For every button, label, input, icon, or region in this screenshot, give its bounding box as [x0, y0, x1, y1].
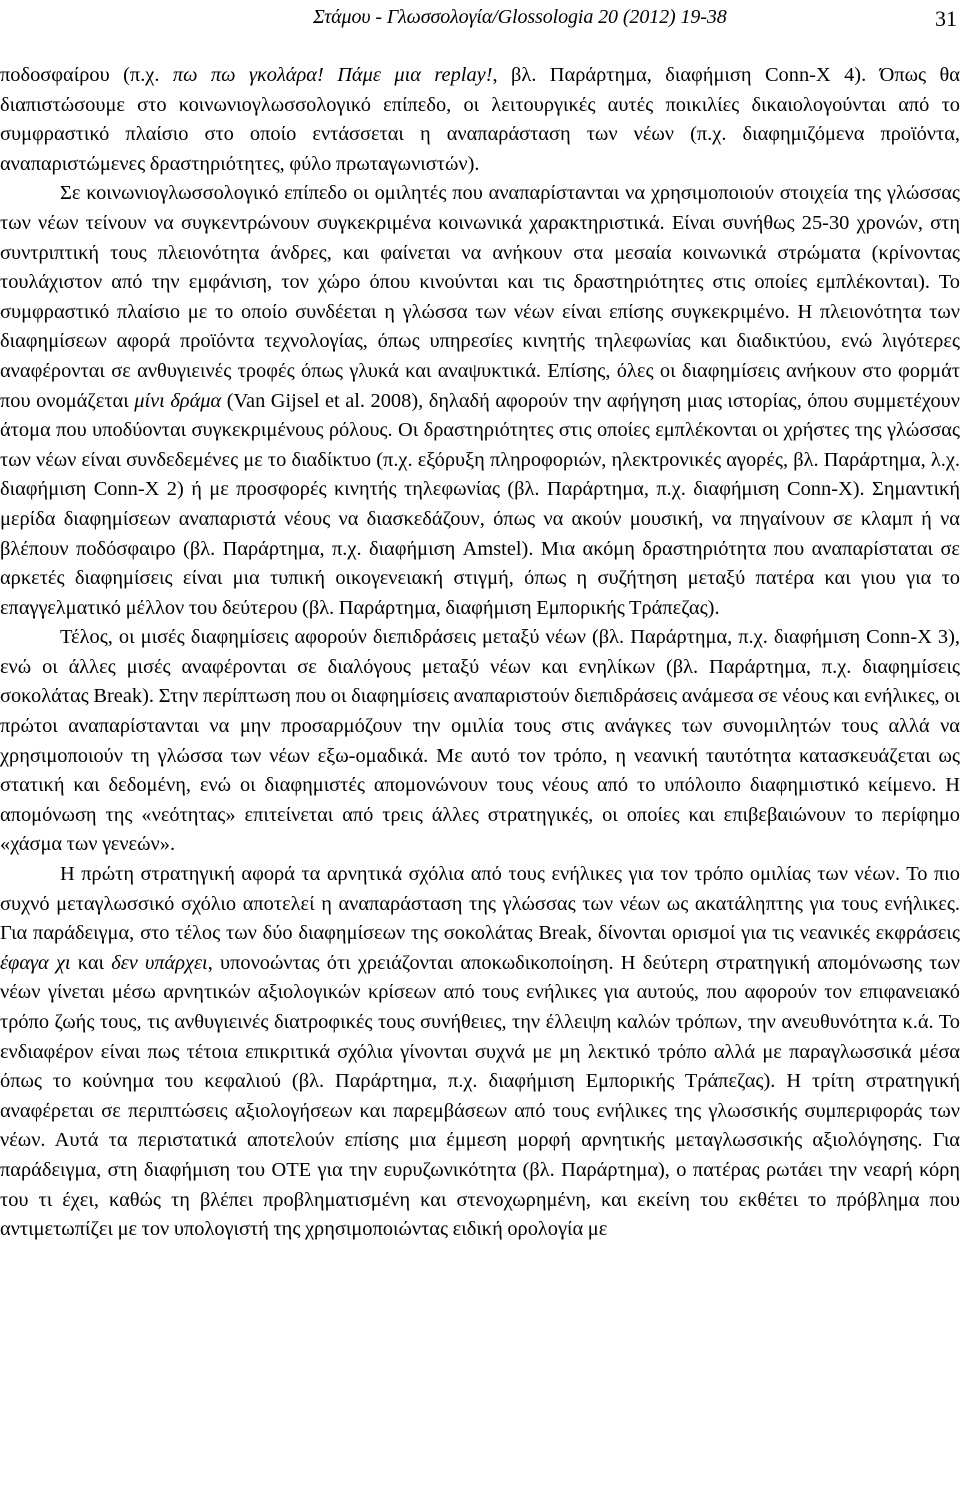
paragraph [0, 623, 960, 860]
text-run: ποδοσφαίρου (π.χ. [0, 64, 173, 86]
italic-text-run: μίνι δράμα [134, 389, 222, 412]
text-run: (Van Gijsel et al. 2008), δηλαδή αφορούν την αφήγηση μιας ιστορίας, όπου συμμετέχουν άτομα που υποδύονται συγκεκριμένους ρόλους. Οι δραστηριότητες στις οποίες εμπλέκονται οι χρήστες της γλώσσας των νέων είναι συνδεδεμένες με το διαδίκτυο (π.χ. εξόρυξη πληροφοριών, ηλεκτρονικές αγορές, βλ. Παράρτημα, λ.χ. διαφήμιση Conn-X 2) ή με προσφορές κινητής τηλεφωνίας (βλ. Παράρτημα, π.χ. διαφήμιση Conn-X). Σημαντική μερίδα διαφημίσεων αναπαριστά νέους να διασκεδάζουν, όπως να ακούν μουσική, να πηγαίνουν σε κλαμπ ή να βλέπουν ποδόσφαιρο (βλ. Παράρτημα, π.χ. διαφήμιση Amstel). Μια ακόμη δραστηριότητα που αναπαρίσταται σε αρκετές διαφημίσεις είναι μια τυπική οικογενειακή στιγμή, όπως η συζήτηση μεταξύ πατέρα και γιου για το επαγγελματικό μέλλον του δεύτερου (βλ. Παράρτημα, διαφήμιση Εμπορικής Τράπεζας). [0, 389, 960, 619]
paragraph [0, 860, 960, 1245]
italic-text-run: δεν υπάρχει [111, 951, 208, 974]
text-run: Σε κοινωνιογλωσσολογικό επίπεδο οι ομιλητές που αναπαρίστανται να χρησιμοποιούν στοιχεία της γλώσσας των νέων τείνουν να συγκεντρώνουν συγκεκριμένα κοινωνικά χαρακτηριστικά. Είναι συνήθως 25-30 χρονών, στη συντριπτική τους πλειονότητα άνδρες, και φαίνεται να ανήκουν στα μεσαία κοινωνικά στρώματα (κρίνοντας τουλάχιστον από την εμφάνιση, τον χώρο όπου κινούνται και τις δραστηριότητες στις οποίες εμπλέκονται). Το συμφραστικό πλαίσιο με το οποίο συνδέεται η γλώσσα των νέων είναι επίσης συγκεκριμένο. Η πλειονότητα των διαφημίσεων αφορά προϊόντα τεχνολογίας, όπως υπηρεσίες κινητής τηλεφωνίας και διαδικτύου, ενώ λιγότερες αναφέρονται σε ανθυγιεινές τροφές όπως γλυκά και αναψυκτικά. Επίσης, όλες οι διαφημίσεις ανήκουν στο φορμάτ που ονομάζεται [0, 182, 960, 412]
italic-text-run: πω πω γκολάρα! Πάμε μια replay! [172, 64, 493, 86]
page-number: 31 [935, 6, 957, 31]
body-text [0, 61, 960, 1245]
paragraph [0, 179, 960, 623]
running-header [0, 2, 960, 38]
text-run: και [70, 951, 112, 974]
text-run: Τέλος, οι μισές διαφημίσεις αφορούν διεπιδράσεις μεταξύ νέων (βλ. Παράρτημα, π.χ. διαφήμιση Conn-X 3), ενώ οι άλλες μισές αναφέρονται σε διαλόγους μεταξύ νέων και ενηλίκων (βλ. Παράρτημα, π.χ. διαφημίσεις σοκολάτας Break). Στην περίπτωση που οι διαφημίσεις αναπαριστούν διεπιδράσεις ανάμεσα σε νέους και ενήλικες, οι πρώτοι αναπαρίστανται να μην προσαρμόζουν την ομιλία τους στις ανάγκες των συνομιλητών τους αλλά να χρησιμοποιούν τη γλώσσα των νέων εξω-ομαδικά. Με αυτό τον τρόπο, η νεανική ταυτότητα κατασκευάζεται ως στατική και δεδομένη, ενώ οι διαφημιστές απομονώνουν τους νέους από το υπόλοιπο διαφημιστικό κείμενο. Η απομόνωση της «νεότητας» επιτείνεται από τρεις άλλες στρατηγικές, οι οποίες και επιβεβαιώνουν το περίφημο «χάσμα των γενεών». [0, 626, 960, 856]
text-run: , υπονοώντας ότι χρειάζονται αποκωδικοποίηση. Η δεύτερη στρατηγική απομόνωσης των νέων γίνεται μέσω αρνητικών αξιολογικών κρίσεων από τους ενήλικες για αυτούς, που αφορούν τον επιφανειακό τρόπο ζωής τους, τις ανθυγιεινές διατροφικές τους συνήθειες, την έλλειψη καλών τρόπων, την ανευθυνότητα κ.ά. Το ενδιαφέρον είναι πως τέτοια επικριτικά σχόλια γίνονται συχνά με μη λεκτικό τρόπο αλλά με παραγλωσσικά μέσα όπως το κούνημα του κεφαλιού (βλ. Παράρτημα, π.χ. διαφήμιση Εμπορικής Τράπεζας). Η τρίτη στρατηγική αναφέρεται σε περιπτώσεις αξιολογήσεων και παρεμβάσεων από τους ενήλικες της γλωσσικής συμπεριφοράς των νέων. Αυτά τα περιστατικά αποτελούν επίσης μια έμμεση μορφή αρνητικής μεταγλωσσικής αξιολόγησης. Για παράδειγμα, στη διαφήμιση του ΟΤΕ για την ευρυζωνικότητα (βλ. Παράρτημα), ο πατέρας ρωτάει την νεαρή κόρη του τι έχει, καθώς τη βλέπει προβληματισμένη και στενοχωρημένη, και εκείνη του εκθέτει το πρόβλημα που αντιμετωπίζει με τον υπολογιστή της χρησιμοποιώντας ειδική ορολογία με [0, 951, 960, 1241]
italic-text-run: έφαγα χι [0, 951, 71, 974]
paragraph [0, 61, 960, 179]
running-title: Στάμου - Γλωσσολογία/Glossologia 20 (2012) 19-38 [313, 6, 727, 28]
text-run: , βλ. Παράρτημα, διαφήμιση Conn-X 4). Όπως θα διαπιστώσουμε στο κοινωνιογλωσσολογικό επίπεδο, οι λειτουργικές αυτές ποικιλίες δικαιολογούνται από το συμφραστικό πλαίσιο στο οποίο εντάσσεται η αναπαράσταση των νέων (π.χ. διαφημιζόμενα προϊόντα, αναπαριστώμενες δραστηριότητες, φύλο πρωταγωνιστών). [0, 64, 960, 175]
text-run: Η πρώτη στρατηγική αφορά τα αρνητικά σχόλια από τους ενήλικες για τον τρόπο ομιλίας των νέων. Το πιο συχνό μεταγλωσσικό σχόλιο αποτελεί η αναπαράσταση της γλώσσας των νέων ως ακατάληπτης για τους ενήλικες. Για παράδειγμα, στο τέλος των δύο διαφημίσεων της σοκολάτας Break, δίνονται ορισμοί για τις νεανικές εκφράσεις [0, 863, 960, 945]
